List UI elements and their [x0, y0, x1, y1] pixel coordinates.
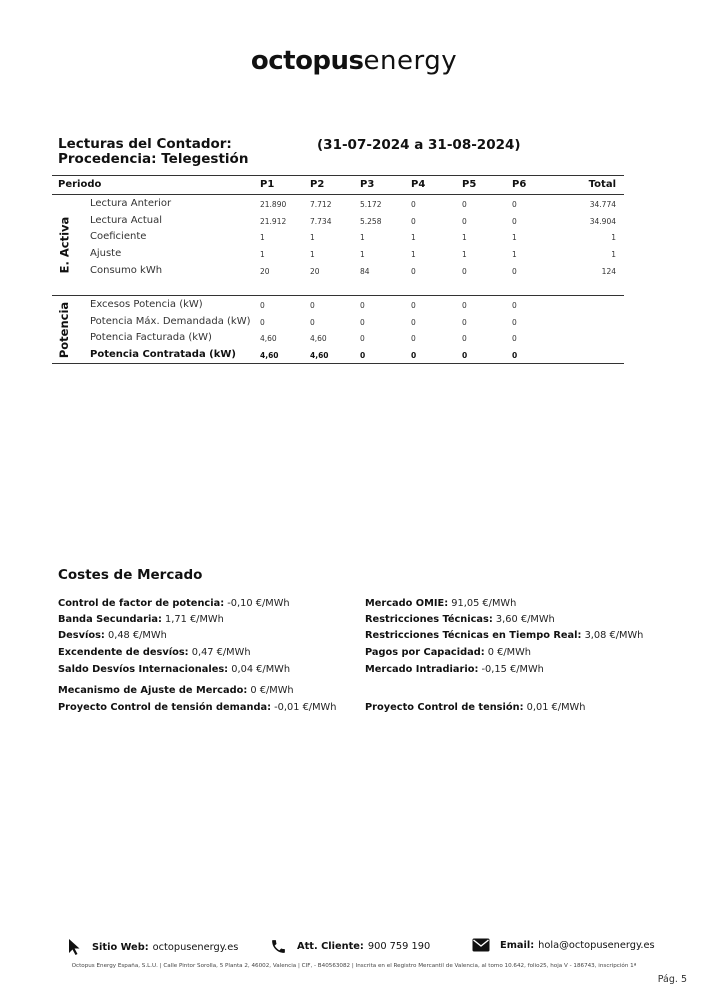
footer-email-value[interactable]: hola@octopusenergy.es [538, 939, 655, 951]
table-row: Ajuste 1 1 1 1 1 1 1 [90, 248, 616, 260]
meter-title [58, 137, 248, 167]
header-p4: P4 [411, 179, 426, 190]
header-p6: P6 [512, 179, 527, 190]
power-group [52, 296, 624, 364]
footer-contact [0, 938, 708, 958]
footer-phone[interactable]: Att. Cliente: 900 759 190 [270, 938, 430, 955]
header-p3: P3 [360, 179, 375, 190]
footer-web[interactable]: Sitio Web: octopusenergy.es [68, 938, 238, 956]
table-row: Coeficiente 1 1 1 1 1 1 1 [90, 231, 616, 243]
table-row: Potencia Facturada (kW) 4,60 4,60 0 0 0 0 [90, 332, 517, 344]
market-item: Mercado OMIE: 91,05 €/MWh [365, 598, 517, 609]
header-periodo: Periodo [58, 179, 102, 190]
market-item: Mecanismo de Ajuste de Mercado: 0 €/MWh [58, 685, 294, 696]
market-item: Banda Secundaria: 1,71 €/MWh [58, 614, 224, 625]
market-item: Mercado Intradiario: -0,15 €/MWh [365, 664, 544, 675]
market-item: Proyecto Control de tensión demanda: -0,01 €/MWh [58, 702, 337, 713]
meter-period: (31-07-2024 a 31-08-2024) [317, 137, 521, 153]
envelope-icon [472, 938, 490, 952]
table-row: Consumo kWh 20 20 84 0 0 0 124 [90, 264, 616, 276]
header-p2: P2 [310, 179, 325, 190]
brand-logo [0, 46, 708, 76]
cursor-arrow-icon [68, 938, 82, 956]
active-energy-group [52, 195, 624, 296]
active-group-label: E. Activa [57, 216, 71, 274]
table-row: Excesos Potencia (kW) 0 0 0 0 0 0 [90, 299, 517, 310]
table-row: Potencia Contratada (kW) 4,60 4,60 0 0 0 0 [90, 349, 518, 361]
page-number: Pág. 5 [657, 974, 687, 985]
market-title: Costes de Mercado [58, 567, 203, 583]
market-item: Control de factor de potencia: -0,10 €/MWh [58, 598, 290, 609]
market-item: Proyecto Control de tensión: 0,01 €/MWh [365, 702, 586, 713]
meter-title-line1: Lecturas del Contador: [58, 136, 232, 152]
phone-icon [270, 938, 287, 955]
market-item: Restricciones Técnicas en Tiempo Real: 3,08 €/MWh [365, 630, 644, 641]
footer-phone-value[interactable]: 900 759 190 [367, 941, 431, 952]
table-row: Lectura Anterior 21.890 7.712 5.172 0 0 0 34.774 [90, 198, 616, 209]
table-header [52, 175, 624, 195]
market-item: Desvíos: 0,48 €/MWh [58, 630, 167, 641]
market-item: Saldo Desvíos Internacionales: 0,04 €/MWh [58, 664, 291, 675]
meter-table [52, 175, 624, 364]
header-total: Total [588, 179, 616, 190]
table-row: Lectura Actual 21.912 7.734 5.258 0 0 0 34.904 [90, 214, 616, 226]
logo-light-text: energy [363, 46, 458, 76]
legal-notice: Octopus Energy España, S.L.U. | Calle Pintor Sorolla, 5 Planta 2, 46002, Valencia | CIF, - B40563082 | Inscrita en el Registro Mercantil de Valencia, al tomo 10.642, folio25, hoja V - 186743, inscripción 1ª [71, 963, 637, 969]
header-p5: P5 [462, 179, 477, 190]
market-item: Restricciones Técnicas: 3,60 €/MWh [365, 614, 555, 625]
power-group-label: Potencia [57, 301, 71, 358]
table-row: Potencia Máx. Demandada (kW) 0 0 0 0 0 0 [90, 315, 517, 327]
logo-bold-text: octopus [250, 46, 364, 76]
meter-title-line2: Procedencia: Telegestión [58, 151, 249, 167]
market-item: Pagos por Capacidad: 0 €/MWh [365, 647, 532, 658]
header-p1: P1 [260, 179, 275, 190]
footer-email[interactable]: Email: hola@octopusenergy.es [472, 938, 655, 952]
market-item: Excendente de desvíos: 0,47 €/MWh [58, 647, 251, 658]
footer-web-value[interactable]: octopusenergy.es [152, 941, 239, 953]
